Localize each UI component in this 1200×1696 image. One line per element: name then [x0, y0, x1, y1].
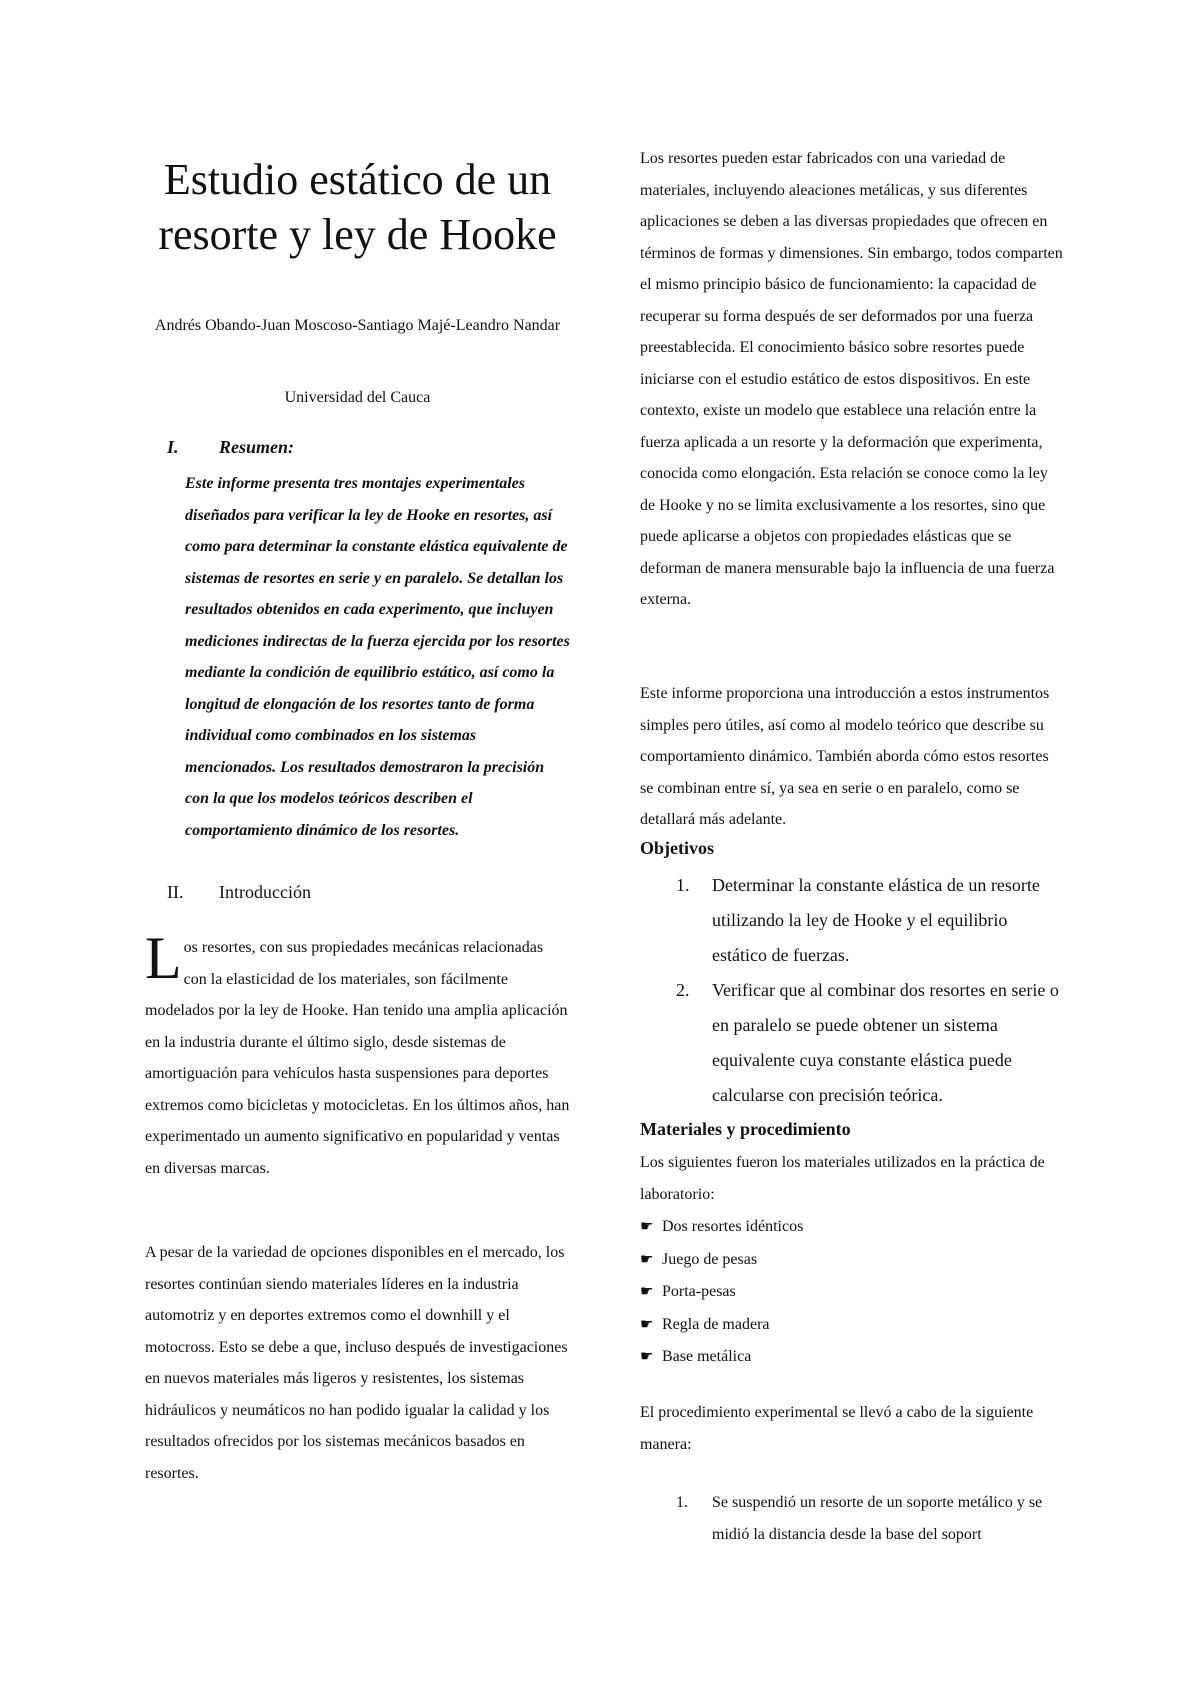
item-text: Determinar la constante elástica de un resorte utilizando la ley de Hooke y el equilibrio estático de fuerzas. [712, 875, 1040, 965]
item-number: 1. [676, 1494, 688, 1511]
list-item [640, 1276, 803, 1309]
list-item [640, 1487, 1065, 1550]
section-title: Introducción [219, 882, 311, 902]
paper-title: Estudio estático de un resorte y ley de Hooke [158, 155, 557, 259]
materials-list [640, 1211, 803, 1374]
intro-paragraph-1 [145, 925, 570, 1184]
item-text: Base metálica [662, 1348, 752, 1365]
item-text: Regla de madera [662, 1315, 770, 1333]
drop-cap: L [145, 925, 182, 991]
pointing-hand-icon: ☛ [640, 1219, 654, 1235]
intro-paragraph-2: A pesar de la variedad de opciones disponibles en el mercado, los resortes continúan siendo materiales líderes en la industria automotriz y en deportes extremos como el downhill y el motocross. Esto se debe a que, incluso después de investigaciones en nuevos materiales más ligeros y resistentes, los sistemas hidráulicos y neumáticos no han podido igualar la calidad y los resultados ofrecidos por los sistemas mecánicos basados en resortes. [145, 1244, 568, 1482]
procedure-intro: El procedimiento experimental se llevó a cabo de la siguiente manera: [640, 1404, 1034, 1453]
section-title: Resumen: [219, 437, 295, 457]
pointing-hand-icon: ☛ [640, 1251, 654, 1268]
list-item [640, 973, 1065, 1113]
item-text: Juego de pesas [662, 1250, 758, 1268]
list-item [640, 1341, 803, 1374]
procedure-list [640, 1487, 1065, 1550]
item-text: Porta-pesas [662, 1283, 736, 1300]
list-item [640, 868, 1065, 973]
list-item [640, 1211, 803, 1244]
introduction-heading [167, 880, 311, 904]
pointing-hand-icon: ☛ [640, 1349, 654, 1365]
pointing-hand-icon: ☛ [640, 1284, 654, 1300]
pointing-hand-icon: ☛ [640, 1316, 654, 1333]
item-text: Verificar que al combinar dos resortes en serie o en paralelo se puede obtener un sistema equivalente cuya constante elástica puede calcularse con precisión teórica. [712, 980, 1059, 1105]
list-item [640, 1244, 803, 1277]
item-text: Dos resortes idénticos [662, 1218, 804, 1235]
abstract-heading [167, 435, 294, 459]
materials-intro: Los siguientes fueron los materiales utilizados en la práctica de laboratorio: [640, 1154, 1045, 1203]
intro-paragraph-4: Este informe proporciona una introducción a estos instrumentos simples pero útiles, así como al modelo teórico que describe su comportamiento dinámico. También aborda cómo estos resortes se combinan entre sí, ya sea en serie o en paralelo, como se detallará más adelante. [640, 685, 1050, 828]
section-number: II. [167, 882, 184, 902]
objectives-heading: Objetivos [640, 838, 714, 858]
paragraph-text: os resortes, con sus propiedades mecánicas relacionadas con la elasticidad de los materiales, son fácilmente modelados por la ley de Hooke. Han tenido una amplia aplicación en la industria durante el último siglo, desde sistemas de amortiguación para vehículos hasta suspensiones para deportes extremos como bicicletas y motocicletas. En los últimos años, han experimentado un aumento significativo en popularidad y ventas en diversas marcas. [145, 939, 570, 1177]
affiliation: Universidad del Cauca [284, 389, 431, 406]
authors: Andrés Obando-Juan Moscoso-Santiago Majé-Leandro Nandar [154, 317, 561, 334]
abstract-text: Este informe presenta tres montajes experimentales diseñados para verificar la ley de Hooke en resortes, así como para determinar la constante elástica equivalente de sistemas de resortes en serie y en paralelo. Se detallan los resultados obtenidos en cada experimento, que incluyen mediciones indirectas de la fuerza ejercida por los resortes mediante la condición de equilibrio estático, así como la longitud de elongación de los resortes tanto de forma individual como combinados en los sistemas mencionados. Los resultados demostraron la precisión con la que los modelos teóricos describen el comportamiento dinámico de los resortes. [185, 475, 570, 839]
item-text: Se suspendió un resorte de un soporte metálico y se midió la distancia desde la base del soport [712, 1494, 1043, 1543]
section-number: I. [167, 437, 179, 457]
objectives-list [640, 868, 1065, 1113]
materials-heading: Materiales y procedimiento [640, 1119, 851, 1139]
intro-paragraph-3: Los resortes pueden estar fabricados con una variedad de materiales, incluyendo aleaciones metálicas, y sus diferentes aplicaciones se deben a las diversas propiedades que ofrecen en términos de formas y dimensiones. Sin embargo, todos comparten el mismo principio básico de funcionamiento: la capacidad de recuperar su forma después de ser deformados por una fuerza preestablecida. El conocimiento básico sobre resortes puede iniciarse con el estudio estático de estos dispositivos. En este contexto, existe un modelo que establece una relación entre la fuerza aplicada a un resorte y la deformación que experimenta, conocida como elongación. Esta relación se conoce como la ley de Hooke y no se limita exclusivamente a los resortes, sino que puede aplicarse a objetos con propiedades elásticas que se deforman de manera mensurable bajo la influencia de una fuerza externa. [640, 150, 1063, 608]
item-number: 1. [676, 875, 690, 895]
list-item [640, 1309, 803, 1342]
item-number: 2. [676, 980, 690, 1000]
